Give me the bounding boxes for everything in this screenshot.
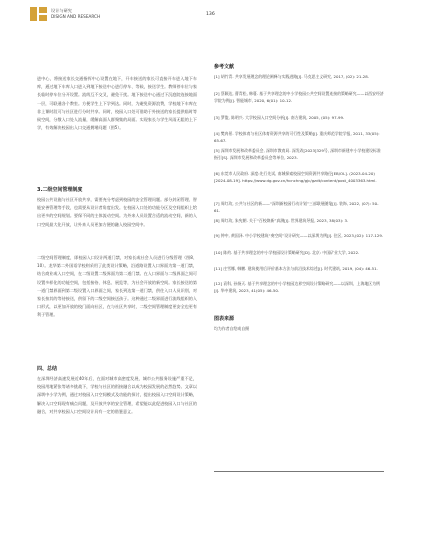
section-heading-3: 3.二级空间管理制度 — [37, 187, 83, 193]
reference-item: [8] 周红玫, 朱宪朝. 关于“百校焕新”真测[J]. 世界建筑导报, 2023, 38(03): 3. — [214, 218, 349, 223]
page-number: 136 — [206, 12, 215, 17]
reference-item: [1] 胡竹青. 共享发展理念的理论阐释与实践进路[J]. 马克思主义研究, 2017, (02): 21-28. — [214, 74, 369, 79]
journal-logo — [30, 7, 47, 21]
reference-item: [5] 深圳市发展和改革委员会, 深圳市教育局. 深发改[2023]329号, 深圳市新建中小学校建设标准指引[S]. 深圳市发展和改革委员会等单位, 2023. — [214, 148, 381, 161]
reference-item: [11] 庄雪娜, 韩鹏. 建筑使用后评价基本方法与前沿技术综述[J]. 时代建筑, 2019, (04): 46-51. — [214, 266, 378, 271]
reference-item: [3] 罗俊, 陈明兴. 大学校园入口空间分析[J]. 南方建筑, 2005, (05): 97-99. — [214, 115, 345, 120]
reference-item: [4] 樊冉景. 学校体育与社区体育资源共享的可行性及策略[J]. 重庆师范学院学报, 2011, 33(05): 65-67. — [214, 131, 380, 144]
journal-title-en: DISIGN AND RESEARCH — [51, 14, 101, 19]
body-paragraph-4: 在深圳经济高速发展近40年后，在面对城市高密度发展，城市公共服务设施严重不足，校园用地紧张等诸多挑战下，学校与社区的衔接融合以成为校园发展的必然趋势。文章以深圳中小学为例，通过对校园入口空间模式及功能的探讨，提出校园入口空间设计策略，解决入口空间现有痛点问题，及开放共享的安全管理，希望能以此促进校园入口与社区的融合，对共享校园入口空间设计具有一定的借鉴意义。 — [37, 376, 197, 414]
journal-title-cn: 设计与研究 — [51, 8, 72, 13]
reference-item: [12] 袁科, 孙扬天. 基于共享理念的中小学校园边界空间设计策略研究——以深圳、上海地区为例[J]. 华中建筑, 2023, 41(05): 46-50. — [214, 281, 380, 294]
footer-divider — [214, 471, 384, 472]
reference-item: [7] 周红玫, 公共与社区的新——“深圳新校园行动计划”三部联展随笔[J]. 装饰, 2022, (07): 50-61. — [214, 201, 379, 214]
reference-item: [10] 陈灼. 基于共享理念的中小学校园设计策略研究[D]. 北京: 中国矿业大学, 2022. — [214, 250, 360, 255]
journal-title — [51, 8, 100, 20]
body-paragraph-3: 二级空间管理制度，即校园入口设计两道门禁，对家长或社会人员进行分级管理（图8、10）。龙华第二外国语学校则采用了此类设计策略，沿道路设置入口界面为第一道门禁，结合商业或入口空间，在二级设置二级界面为第二道门禁。在入口界面与二级界面之间可设置多样化的功能空间，包括接待、休息、展览等，为社会开放的新空间。家长接送的第一道门禁界面到第二级设置入口界面之间，家长到达第一道门禁，供往入口人员识别，对家长按其的等待接送，供留下的二级空间接送孩子。这种通过二级界面进行流线组织的入口形式，以更加开放的校门面向社区，在与社区共享时，二级空间管理制度更安全也更有利于管理。 — [37, 255, 197, 318]
section-heading-summary: 四、总结 — [37, 366, 58, 372]
figure-source-text: 均为作者自绘或自摄 — [214, 326, 250, 331]
references-heading: 参考文献 — [214, 64, 235, 70]
reference-item: [6] 东莞市人民政府. 深度:先行先试, 南城探索校园空间资源共享路径[EB/OL]. (2023-04-20) [2024-08-19]. https://www.dg.gov.cn/hcnchng/gjc/gzdt/content/post_4003363.html. — [214, 171, 377, 184]
page-header — [0, 0, 427, 30]
reference-item: [9] 钟中, 黄国泽. 中小学校建筑“奏空间”设计研究——以深圳为例[J]. 住区, 2023,(02): 117-129. — [214, 233, 384, 238]
figure-source-heading: 图表来源 — [214, 316, 235, 322]
body-paragraph-2: 校园公共设施与社区开放共享，需要充分考虑到校园的安全管理问题。部分封闭管理、智能安善管理等手段，也需要从设计者角度出发。在校园入口处的功能分区及空间组织上给出更多的空间规划。要保不同的主体流动空间。为外来人员设置合适的流动空间，新的入口空间最大化开放，让外来人员更加方便的融入校园空间中。 — [37, 197, 197, 227]
body-paragraph-1: 进中心，将接送家长交通指挥中心设置在地下，开车接送的家长可直接开车进入地下车库，通过地下车库入口进入到地下接送中心进行停车、等候，接送学生。教师停车位与家长临时停车位分开设置。流线互不交叉，避免干扰。地下接送中心通过下沉庭院连接地面一层，可联通各个教室。方便学生上下学到达。同时，为避免资源浪费，学校地下车库在非上课时段可与社区进行分时共享。同时，校园入口处可借助于外接送的家长提供临时等候空间，分散入口处人流量，缓解高面人群聚集的局面。实现家长与学生风雨无阻的上下学，有效解决校园出入口交通拥堵问题（图5）。 — [37, 76, 197, 131]
reference-item: [2] 蔡颖达, 曹青松, 韩蔓. 基于共享理念的中小学校园公共空间设置连接的策略研究——以西安经济学院为例[J]. 智能城市, 2020, 6(01): 10-12. — [214, 91, 384, 104]
